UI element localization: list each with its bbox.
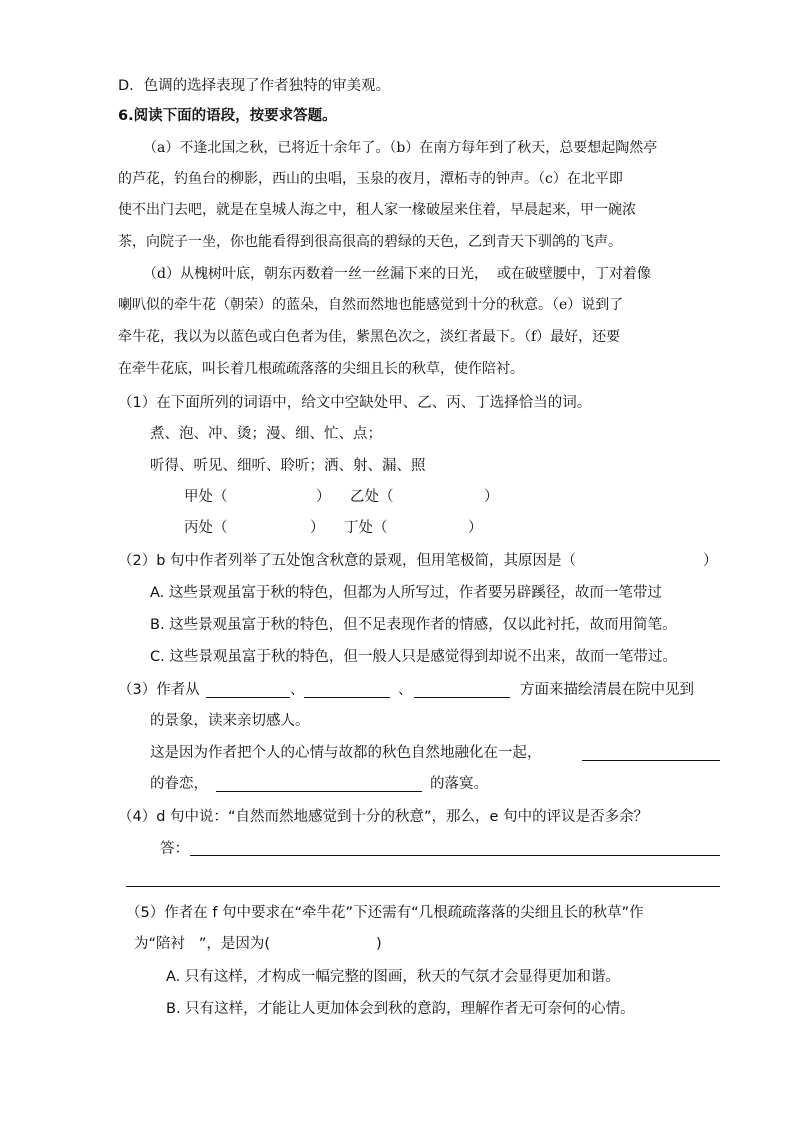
q3-sep-2: 、 [398,682,413,698]
q3-blank-4[interactable] [582,760,720,761]
passage-line-6: 喇叭似的牵牛花（朝荣）的蓝朵，自然而然地也能感觉到十分的秋意。（e）说到了 [118,297,624,313]
question-2: （2）b 句中作者列举了五处饱含秋意的景观，但用笔极简，其原因是（ [118,553,577,569]
passage-line-2: 的芦花，钓鱼台的柳影，西山的虫唱，玉泉的夜月，潭柘寺的钟声。（c）在北平即 [118,171,623,187]
q3-blank-3[interactable] [414,697,510,698]
question-1: （1）在下面所列的词语中，给文中空缺处甲、乙、丙、丁选择恰当的词。 [118,395,592,411]
question-6-title: 6.阅读下面的语段，按要求答题。 [118,108,337,124]
question-3-line-2: 的景象，读来亲切感人。 [150,713,310,729]
option-d-prev: D．色调的选择表现了作者独特的审美观。 [118,78,391,94]
passage-line-8: 在牵牛花底，叫长着几根疏疏落落的尖细且长的秋草，使作陪衬。 [118,361,524,377]
question-4-answer-label: 答： [160,841,189,857]
q2-option-b: B. 这些景观虽富于秋的特色，但不足表现作者的情感，仅以此衬托，故而用简笔。 [150,617,677,633]
q3-sep-1: 、 [290,682,305,698]
question-3-line-3: 这是因为作者把个人的心情与故都的秋色自然地融化在一起， [150,745,542,761]
question-3-luomo: 的落寞。 [430,776,488,792]
passage-line-4: 茶，向院子一坐，你也能看得到很高很高的碧绿的天色，乙到青天下驯鸽的飞声。 [118,234,622,250]
question-2-close: ） [703,553,718,569]
word-options-2: 听得、听见、细听、聆听；洒、射、漏、照 [150,458,426,474]
question-4: （4）d 句中说：“自然而然地感觉到十分的秋意”，那么，e 句中的评议是否多余？ [118,809,649,825]
q2-option-a: A. 这些景观虽富于秋的特色，但都为人所写过，作者要另辟蹊径，故而一笔带过 [150,585,662,601]
q3-blank-1[interactable] [206,697,290,698]
q5-option-b: B. 只有这样，才能让人更加体会到秋的意韵，理解作者无可奈何的心情。 [166,1001,635,1017]
question-3-tail: 方面来描绘清晨在院中见到 [520,682,694,698]
passage-line-7: 牵牛花，我以为以蓝色或白色者为佳，紫黑色次之，淡红者最下。（f）最好，还要 [118,329,621,345]
q3-blank-5[interactable] [216,791,422,792]
answer-line-1[interactable] [190,855,720,856]
passage-line-5: （d）从槐树叶底，朝东丙数着一丝一丝漏下来的日光， 或在破壁腰中，丁对着像 [143,266,651,282]
q2-option-c: C. 这些景观虽富于秋的特色，但一般人只是感觉得到却说不出来，故而一笔带过。 [150,649,677,665]
ding-label: 丁处（ [344,520,388,536]
q5-option-a: A. 只有这样，才构成一幅完整的图画，秋天的气氛才会显得更加和谐。 [166,969,620,985]
passage-line-3: 使不出门去吧，就是在皇城人海之中，租人家一椽破屋来住着，早晨起来，甲一碗浓 [118,202,636,218]
yi-close: ） [484,489,499,505]
question-5-close: ) [376,936,382,952]
question-5-line-1: （5）作者在 f 句中要求在“牵牛花”下还需有“几根疏疏落落的尖细且长的秋草”作 [126,905,644,921]
passage-line-1: （a）不逢北国之秋，已将近十余年了。（b）在南方每年到了秋天，总要想起陶然亭 [143,140,658,156]
ding-close: ） [468,520,483,536]
bing-close: ） [310,520,325,536]
question-3-lead: （3）作者从 [118,682,200,698]
q3-blank-2[interactable] [304,697,390,698]
yi-label: 乙处（ [350,489,394,505]
jia-label: 甲处（ [184,489,228,505]
bing-label: 丙处（ [184,520,228,536]
jia-close: ） [316,489,331,505]
word-options-1: 煮、泡、冲、烫；漫、细、忙、点； [150,426,382,442]
question-5-line-2: 为“陪衬 ”，是因为( [134,936,271,952]
question-3-juanlian: 的眷恋， [150,776,208,792]
answer-line-2[interactable] [126,886,720,887]
